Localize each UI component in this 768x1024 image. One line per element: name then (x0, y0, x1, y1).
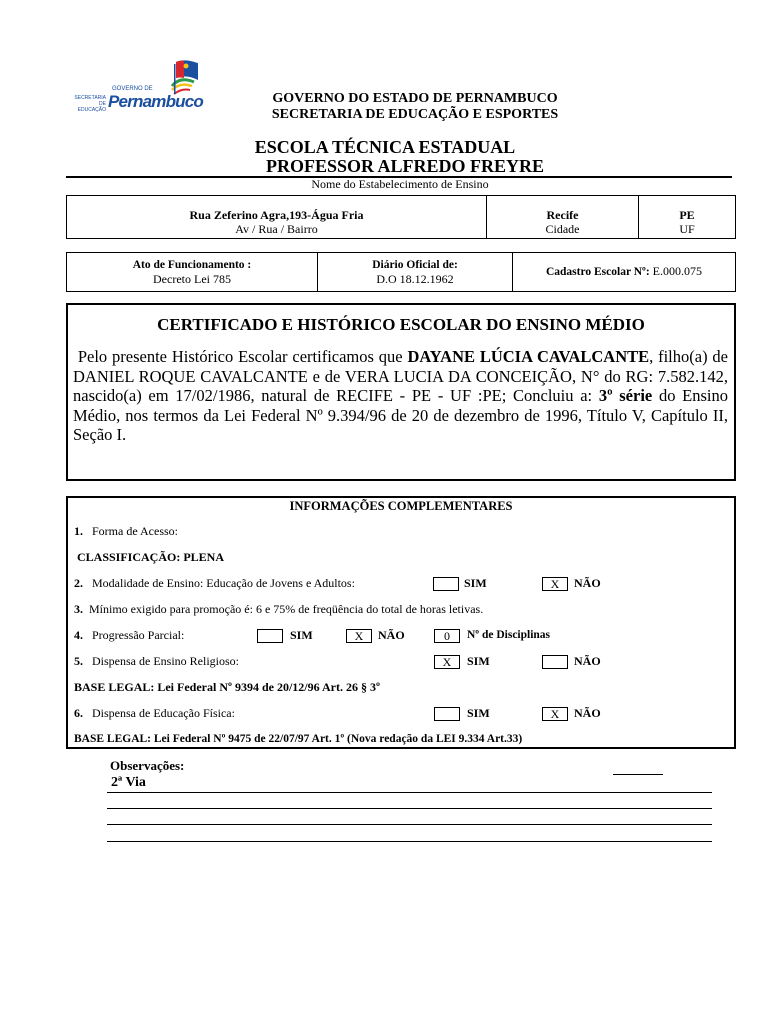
city-cell (487, 196, 639, 238)
item5-sim-label: SIM (467, 654, 490, 668)
header-secretaria: SECRETARIA DE EDUCAÇÃO E ESPORTES (271, 107, 559, 122)
item2-sim-label: SIM (464, 576, 487, 590)
certificate-title: CERTIFICADO E HISTÓRICO ESCOLAR DO ENSINO MÉDIO (157, 315, 645, 334)
student-name: DAYANE LÚCIA CAVALCANTE (407, 347, 650, 366)
uf-cell (639, 196, 735, 238)
diario-cell (318, 253, 513, 291)
item4-num: 4. (74, 628, 83, 642)
item1-label: Forma de Acesso: (92, 524, 178, 538)
item4 (74, 628, 184, 643)
item3-label: Mínimo exigido para promoção é: 6 e 75% de freqüência do total de horas letivas. (89, 602, 484, 616)
item4-nao-checkbox[interactable]: X (346, 629, 372, 643)
item1-num: 1. (74, 524, 83, 538)
item6-nao-label: NÃO (574, 706, 601, 720)
item4-label: Progressão Parcial: (92, 628, 185, 642)
item6-label: Dispensa de Educação Física: (92, 706, 235, 720)
base-legal-1: BASE LEGAL: Lei Federal Nº 9394 de 20/12/96 Art. 26 § 3º (74, 680, 380, 694)
item2-label: Modalidade de Ensino: Educação de Jovens e Adultos: (92, 576, 355, 590)
school-caption: Nome do Estabelecimento de Ensino (311, 177, 489, 191)
logo-governo-text: GOVERNO DE (112, 86, 153, 92)
certificate-closing: do Ensino Médio, nos termos da Lei Federal Nº 9.394/96 de 20 de dezembro de 1996, Título V, Capítulo II, Seção I. (73, 386, 729, 444)
observacoes-line-2 (107, 808, 712, 809)
header-governo: GOVERNO DO ESTADO DE PERNAMBUCO (272, 91, 558, 106)
logo-secretaria-text: SECRETARIA DE EDUCAÇÃO (74, 95, 106, 113)
street-label: Av / Rua / Bairro (235, 222, 318, 236)
certificate-box (66, 303, 736, 481)
observacoes-short-line (613, 774, 663, 775)
item3 (74, 602, 483, 617)
cadastro-value: E.000.075 (652, 264, 703, 278)
item1 (74, 524, 178, 539)
item4-disciplinas-input[interactable]: 0 (434, 629, 460, 643)
street-cell (67, 196, 487, 238)
certificate-series: 3º série (598, 386, 653, 405)
cadastro-label: Cadastro Escolar Nº: (545, 266, 650, 278)
diario-label: Diário Oficial de: (372, 259, 458, 271)
item6-nao-checkbox[interactable]: X (542, 707, 568, 721)
item3-num: 3. (74, 602, 83, 616)
item5-label: Dispensa de Ensino Religioso: (92, 654, 239, 668)
school-name-line1: ESCOLA TÉCNICA ESTADUAL (254, 137, 516, 157)
pernambuco-logo (68, 56, 203, 114)
school-name-line2: PROFESSOR ALFREDO FREYRE (265, 156, 545, 176)
item5-sim-checkbox[interactable]: X (434, 655, 460, 669)
address-box (66, 195, 736, 239)
item5-nao-checkbox[interactable] (542, 655, 568, 669)
ato-cell (67, 253, 318, 291)
certificate-intro: Pelo presente Histórico Escolar certificamos que (77, 347, 403, 366)
classificacao: CLASSIFICAÇÃO: PLENA (77, 550, 225, 564)
item2-nao-checkbox[interactable]: X (542, 577, 568, 591)
item2-nao-label: NÃO (574, 576, 601, 590)
ato-label: Ato de Funcionamento : (132, 259, 252, 271)
observacoes-line-1 (107, 792, 712, 793)
item6-sim-checkbox[interactable] (434, 707, 460, 721)
item2 (74, 576, 355, 591)
uf-value: PE (679, 208, 695, 222)
item2-sim-checkbox[interactable] (433, 577, 459, 591)
city-label: Cidade (545, 222, 580, 236)
item4-sim-label: SIM (290, 628, 313, 642)
cadastro-cell (513, 253, 735, 291)
item6 (74, 706, 235, 721)
item6-sim-label: SIM (467, 706, 490, 720)
item5-nao-label: NÃO (574, 654, 601, 668)
diario-value: D.O 18.12.1962 (376, 272, 454, 286)
item2-num: 2. (74, 576, 83, 590)
logo-pernambuco-text: Pernambuco (108, 92, 203, 111)
item4-sim-checkbox[interactable] (257, 629, 283, 643)
observacoes-line-4 (107, 841, 712, 842)
observacoes-value[interactable]: 2ª Via (111, 775, 146, 790)
certificate-filiation: , filho(a) de DANIEL ROQUE CAVALCANTE e de VERA LUCIA DA CONCEIÇÃO, N° do RG: 7.582.142, nascido(a) em 17/02/1986, natural de RECIFE - PE - UF :PE; Concluiu a: (73, 347, 728, 405)
certificate-body (73, 347, 728, 445)
street-value: Rua Zeferino Agra,193-Água Fria (189, 208, 364, 222)
city-value: Recife (546, 208, 579, 222)
observacoes-line-3 (107, 824, 712, 825)
item4-nao-label: NÃO (378, 628, 405, 642)
uf-label: UF (679, 222, 695, 236)
item4-disciplinas-label: Nº de Disciplinas (467, 629, 551, 641)
observacoes-label: Observações: (110, 758, 185, 773)
ato-value: Decreto Lei 785 (153, 272, 231, 286)
item5 (74, 654, 239, 669)
registry-box (66, 252, 736, 292)
info-title: INFORMAÇÕES COMPLEMENTARES (289, 499, 513, 513)
item6-num: 6. (74, 706, 83, 720)
item5-num: 5. (74, 654, 83, 668)
base-legal-2: BASE LEGAL: Lei Federal Nº 9475 de 22/07/97 Art. 1º (Nova redação da LEI 9.334 Art.33) (74, 733, 523, 745)
info-box (66, 496, 736, 749)
